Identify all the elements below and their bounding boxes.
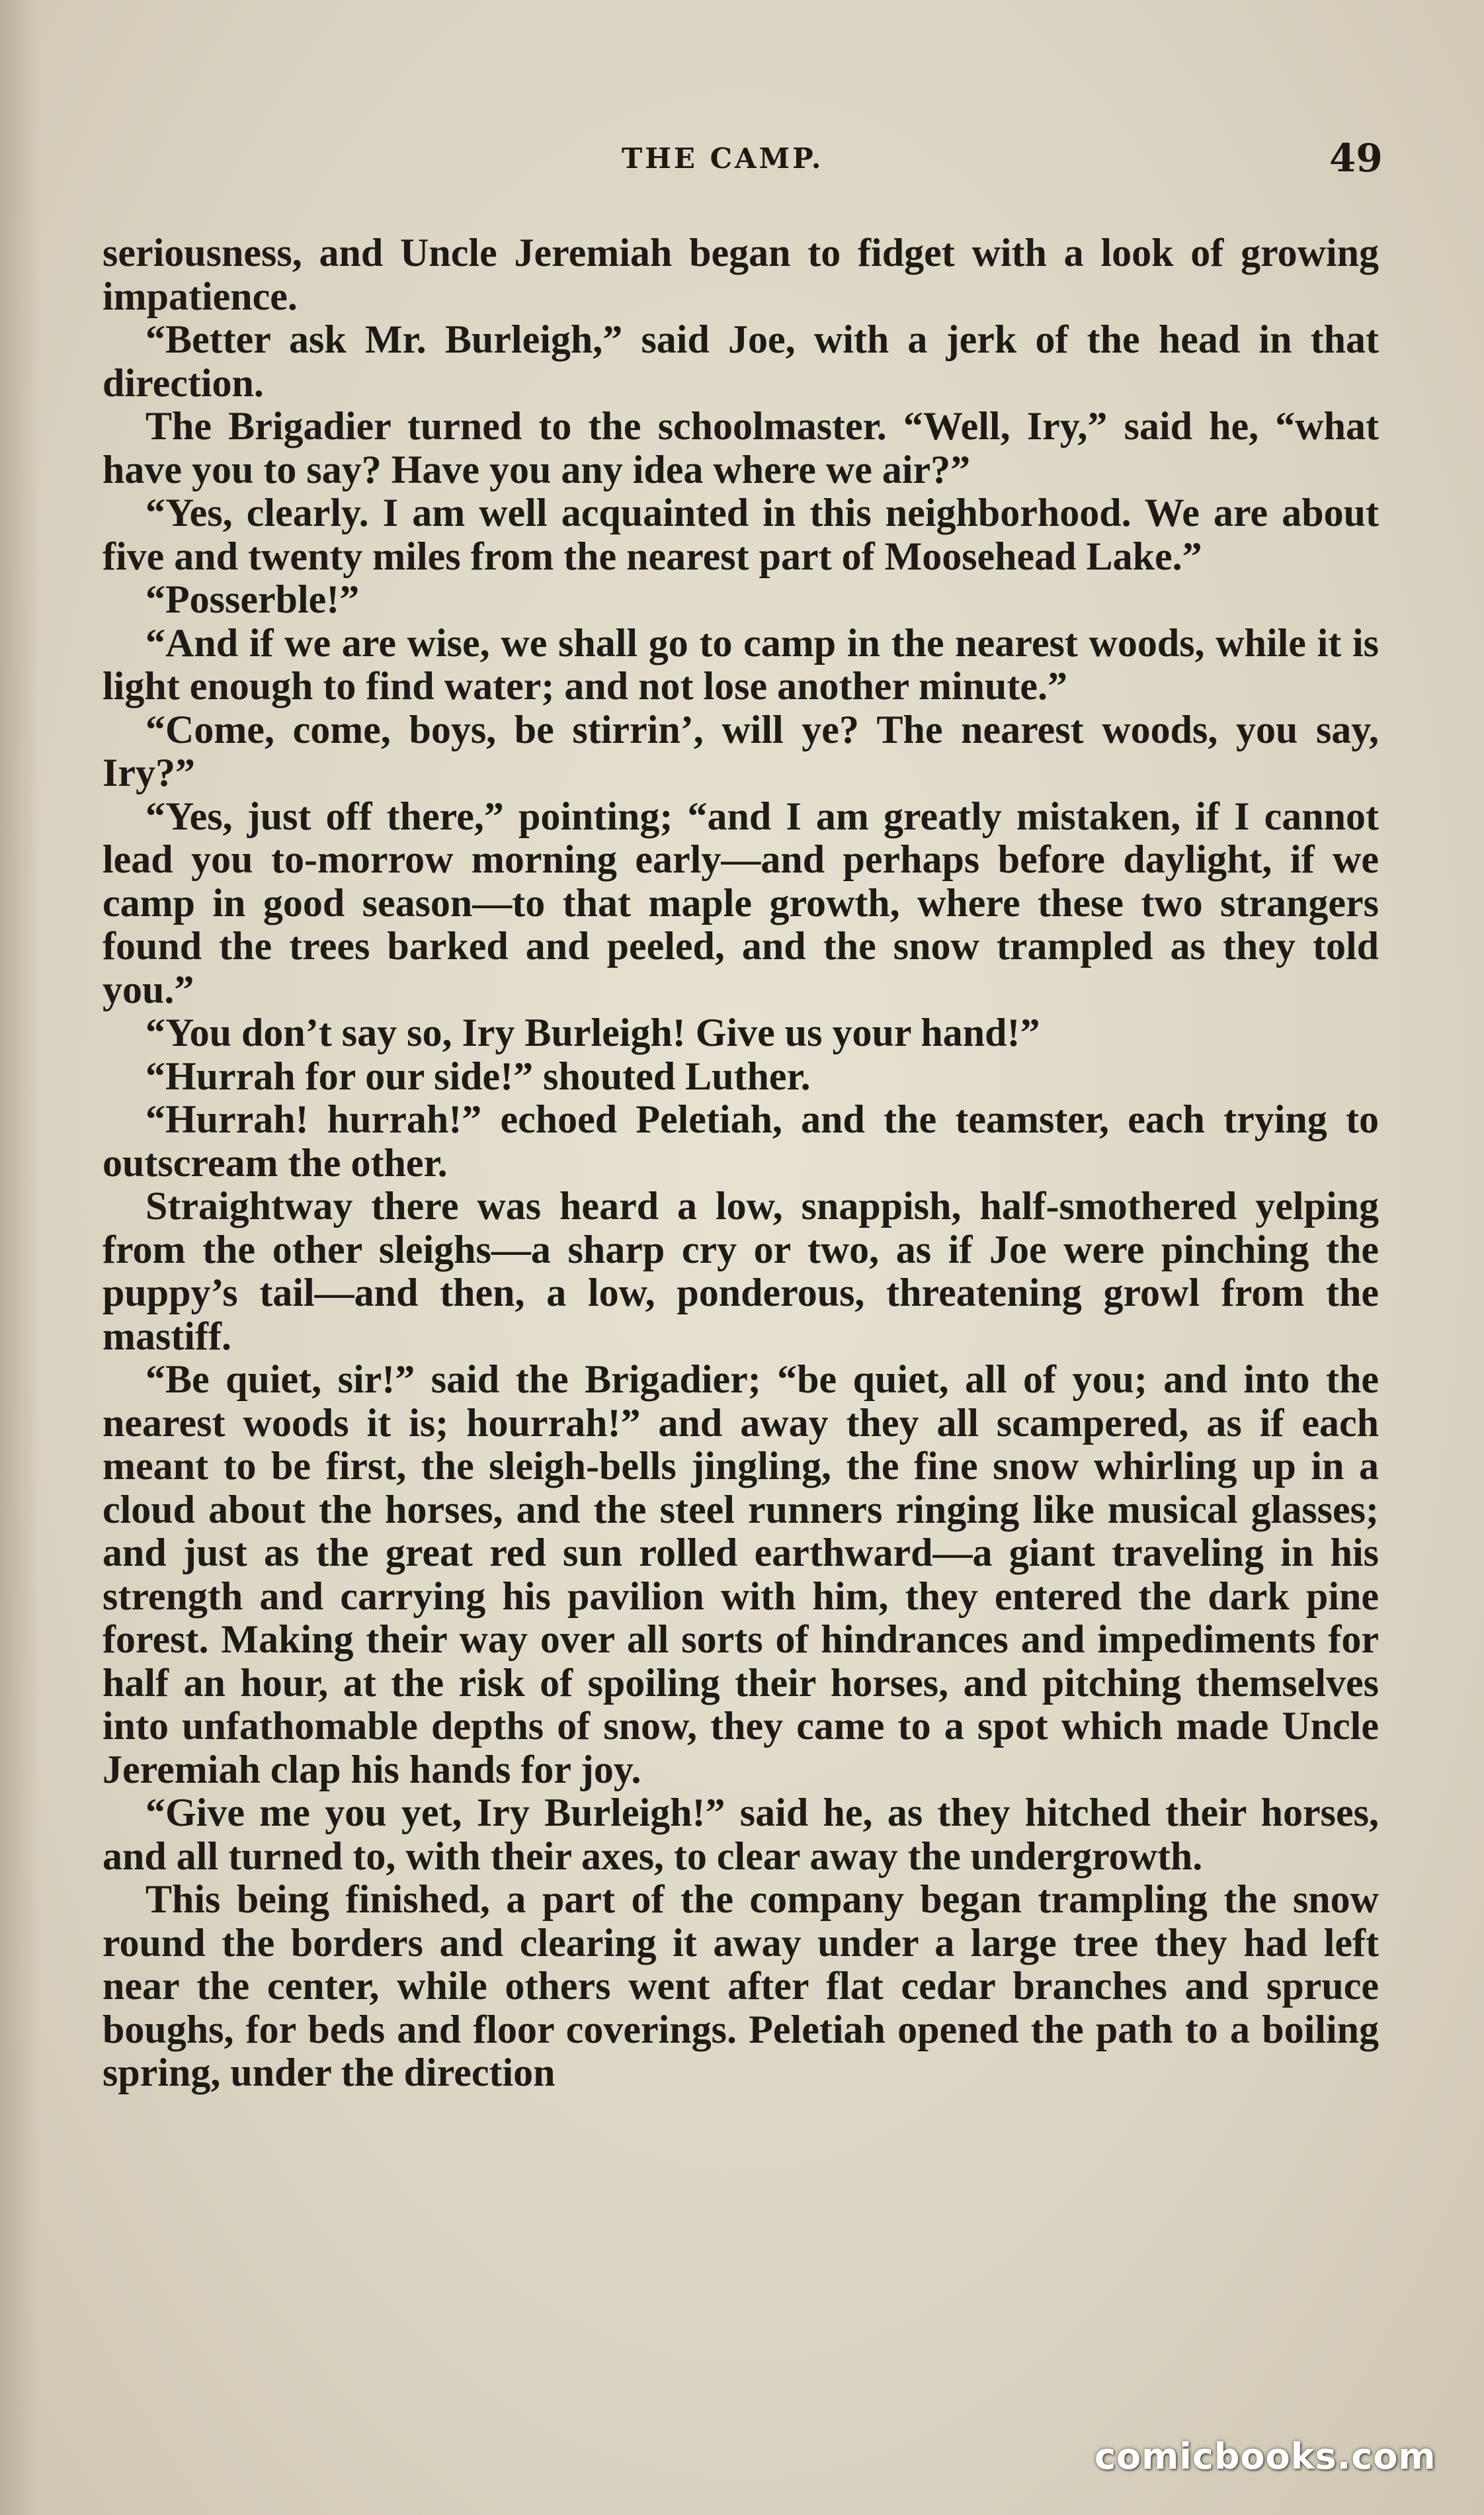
paragraph: “Give me you yet, Iry Burleigh!” said he, as they hitched their horses, and all turned to, with their axes, to clear away the undergrowth. — [103, 1791, 1379, 1878]
page-number: 49 — [1329, 136, 1383, 181]
paragraph: This being finished, a part of the company began trampling the snow round the borders and clearing it away under a large tree they had left near the center, while others went after flat cedar branches and spruce boughs, for beds and floor coverings. Peletiah opened the path to a boiling spring, under the direction — [103, 1877, 1379, 2094]
paragraph: “Yes, clearly. I am well acquainted in this neighborhood. We are about five and twenty miles from the nearest part of Moosehead Lake.” — [103, 491, 1379, 578]
paragraph: “Come, come, boys, be stirrin’, will ye? The nearest woods, you say, Iry?” — [103, 707, 1379, 794]
paragraph: “You don’t say so, Iry Burleigh! Give us your hand!” — [145, 1011, 1040, 1054]
paragraph: The Brigadier turned to the schoolmaster. “Well, Iry,” said he, “what have you to say? Have you any idea where we air?” — [103, 404, 1379, 491]
paragraph: seriousness, and Uncle Jeremiah began to fidget with a look of growing impatience. — [103, 231, 1379, 318]
paragraph: “Yes, just off there,” pointing; “and I am greatly mistaken, if I cannot lead you to-morrow morning early—and perhaps before daylight, if we camp in good season—to that maple growth, where these two strangers found the trees barked and peeled, and the snow trampled as they told you.” — [103, 794, 1379, 1011]
page-edge-shadow — [0, 0, 40, 2515]
running-head: THE CAMP. — [622, 142, 824, 175]
watermark: comicbooks.com — [1094, 2436, 1436, 2477]
paragraph: “Posserble!” — [145, 577, 360, 621]
page-header — [0, 136, 1484, 189]
paragraph: Straightway there was heard a low, snappish, half-smothered yelping from the other sleighs—a sharp cry or two, as if Joe were pinching the puppy’s tail—and then, a low, ponderous, threatening growl from the mastiff. — [103, 1184, 1379, 1358]
paragraph: “Hurrah! hurrah!” echoed Peletiah, and the teamster, each trying to outscream the other. — [103, 1097, 1379, 1185]
paragraph: “Hurrah for our side!” shouted Luther. — [145, 1054, 811, 1098]
body-text — [103, 232, 1379, 2095]
paragraph: “And if we are wise, we shall go to camp in the nearest woods, while it is light enough to find water; and not lose another minute.” — [103, 620, 1379, 708]
paragraph: “Better ask Mr. Burleigh,” said Joe, with a jerk of the head in that direction. — [103, 318, 1379, 405]
paragraph: “Be quiet, sir!” said the Brigadier; “be quiet, all of you; and into the nearest woods it is; hourrah!” and away they all scampered, as if each meant to be first, the sleigh-bells jingling, the fine snow whirling up in a cloud about the horses, and the steel runners ringing like musical glasses; and just as the great red sun rolled earthward—a giant traveling in his strength and carrying his pavilion with him, they entered the dark pine forest. Making their way over all sorts of hindrances and impediments for half an hour, at the risk of spoiling their horses, and pitching themselves into unfathomable depths of snow, they came to a spot which made Uncle Jeremiah clap his hands for joy. — [103, 1357, 1379, 1791]
